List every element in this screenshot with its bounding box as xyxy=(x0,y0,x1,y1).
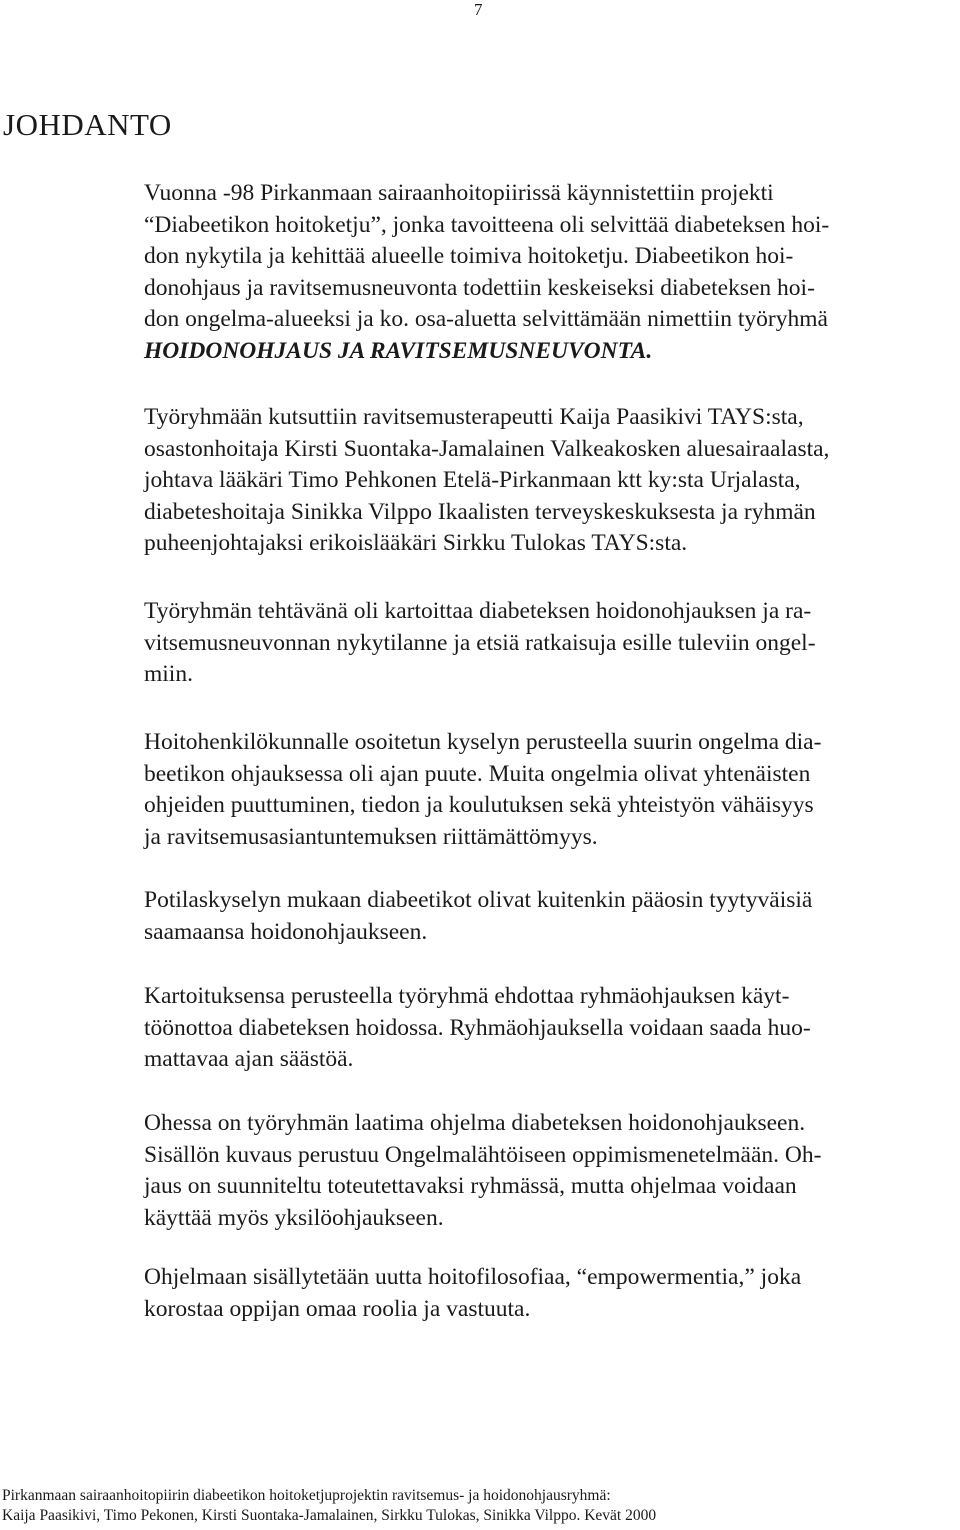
text-line: mattavaa ajan säästöä. xyxy=(144,1046,354,1072)
text-line: Vuonna -98 Pirkanmaan sairaanhoitopiirissä käynnistettiin projekti xyxy=(144,180,774,206)
text-line: Ohessa on työryhmän laatima ohjelma diabeteksen hoidonohjaukseen. xyxy=(144,1110,806,1136)
text-line: töönottoa diabeteksen hoidossa. Ryhmäohjauksella voidaan saada huo- xyxy=(144,1014,811,1041)
paragraph-philosophy xyxy=(144,1262,944,1325)
text-line: Kartoituksensa perusteella työryhmä ehdottaa ryhmäohjauksen käyt- xyxy=(144,983,790,1009)
text-line: beetikon ohjauksessa oli ajan puute. Muita ongelmia olivat yhtenäisten xyxy=(144,760,811,787)
text-line: donohjaus ja ravitsemusneuvonta todettiin keskeiseksi diabeteksen hoi- xyxy=(144,274,815,301)
paragraph-task xyxy=(144,596,944,691)
text-line: jaus on suunniteltu toteutettavaksi ryhmässä, mutta ohjelmaa voidaan xyxy=(144,1173,797,1199)
workgroup-name: HOIDONOHJAUS JA RAVITSEMUSNEUVONTA. xyxy=(144,337,653,364)
paragraph-program xyxy=(144,1108,944,1234)
paragraph-staff-survey xyxy=(144,727,944,853)
page-title: JOHDANTO xyxy=(3,107,172,142)
text-line: Sisällön kuvaus perustuu Ongelmalähtöiseen oppimismenetelmään. Oh- xyxy=(144,1141,822,1168)
paragraph-members xyxy=(144,402,944,560)
text-line: Työryhmän tehtävänä oli kartoittaa diabeteksen hoidonohjauksen ja ra- xyxy=(144,598,812,624)
page-footer xyxy=(2,1486,656,1526)
text-line: don ongelma-alueeksi ja ko. osa-aluetta selvittämään nimettiin työryhmä xyxy=(144,306,828,332)
text-line: johtava lääkäri Timo Pehkonen Etelä-Pirkanmaan ktt ky:sta Urjalasta, xyxy=(144,467,801,493)
text-line: don nykytila ja kehittää alueelle toimiva hoitoketju. Diabeetikon hoi- xyxy=(144,243,794,269)
text-line: Työryhmään kutsuttiin ravitsemusterapeutti Kaija Paasikivi TAYS:sta, xyxy=(144,404,804,430)
paragraph-patient-survey xyxy=(144,885,944,948)
text-line: ohjeiden puuttuminen, tiedon ja koulutuksen sekä yhteistyön vähäisyys xyxy=(144,792,814,818)
text-line: miin. xyxy=(144,661,193,687)
text-line: diabeteshoitaja Sinikka Vilppo Ikaalisten terveyskeskuksesta ja ryhmän xyxy=(144,498,816,525)
paragraph-proposal xyxy=(144,981,944,1076)
text-line: Hoitohenkilökunnalle osoitetun kyselyn perusteella suurin ongelma dia- xyxy=(144,729,822,755)
text-line: korostaa oppijan omaa roolia ja vastuuta. xyxy=(144,1295,531,1322)
text-line: Potilaskyselyn mukaan diabeetikot olivat kuitenkin pääosin tyytyväisiä xyxy=(144,887,813,913)
footer-line: Pirkanmaan sairaanhoitopiirin diabeetikon hoitoketjuprojektin ravitsemus- ja hoidonohjausryhmä: xyxy=(2,1487,611,1504)
text-line: osastonhoitaja Kirsti Suontaka-Jamalainen Valkeakosken aluesairaalasta, xyxy=(144,435,830,462)
text-line: käyttää myös yksilöohjaukseen. xyxy=(144,1204,444,1231)
text-line: saamaansa hoidonohjaukseen. xyxy=(144,918,428,945)
text-line: ja ravitsemusasiantuntemuksen riittämättömyys. xyxy=(144,823,598,850)
text-line: puheenjohtajaksi erikoislääkäri Sirkku Tulokas TAYS:sta. xyxy=(144,530,688,556)
text-line: vitsemusneuvonnan nykytilanne ja etsiä ratkaisuja esille tuleviin ongel- xyxy=(144,629,816,656)
footer-line: Kaija Paasikivi, Timo Pekonen, Kirsti Suontaka-Jamalainen, Sirkku Tulokas, Sinikka Vilppo. Kevät 2000 xyxy=(2,1507,657,1524)
text-line: “Diabeetikon hoitoketju”, jonka tavoitteena oli selvittää diabeteksen hoi- xyxy=(144,211,830,238)
text-line: Ohjelmaan sisällytetään uutta hoitofilosofiaa, “empowermentia,” joka xyxy=(144,1264,802,1290)
page-number: 7 xyxy=(474,0,483,19)
paragraph-intro xyxy=(144,178,944,367)
